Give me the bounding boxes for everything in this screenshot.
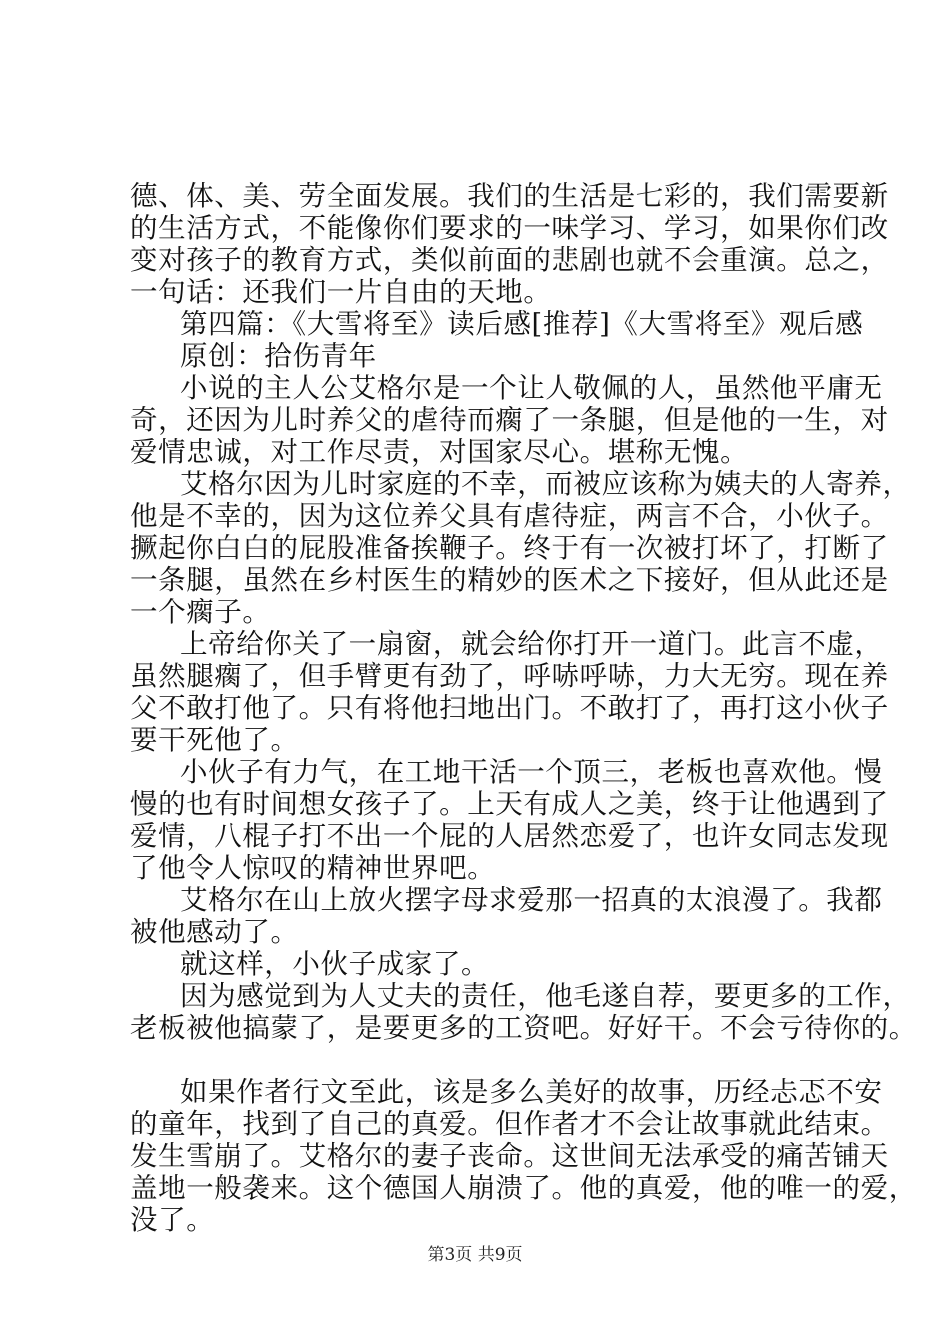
text-line: 德、体、美、劳全面发展。我们的生活是七彩的，我们需要新 <box>130 180 889 212</box>
text-line: 慢的也有时间想女孩子了。上天有成人之美，终于让他遇到了 <box>130 788 889 820</box>
text-line: 爱情忠诚，对工作尽责，对国家尽心。堪称无愧。 <box>130 436 749 468</box>
text-line: 奇，还因为儿时养父的虐待而瘸了一条腿，但是他的一生，对 <box>130 404 889 436</box>
text-line: 虽然腿瘸了，但手臂更有劲了，呼哧呼哧，力大无穷。现在养 <box>130 660 889 692</box>
text-line: 他是不幸的，因为这位养父具有虐待症，两言不合，小伙子。 <box>130 500 889 532</box>
text-line: 要干死他了。 <box>130 724 299 756</box>
text-line: 撅起你白白的屁股准备挨鞭子。终于有一次被打坏了，打断了 <box>130 532 889 564</box>
text-line: 上帝给你关了一扇窗，就会给你打开一道门。此言不虚， <box>180 628 883 660</box>
text-line: 发生雪崩了。艾格尔的妻子丧命。这世间无法承受的痛苦铺天 <box>130 1140 889 1172</box>
text-line: 盖地一般袭来。这个德国人崩溃了。他的真爱，他的唯一的爱， <box>130 1172 917 1204</box>
text-line: 一个瘸子。 <box>130 596 271 628</box>
text-line: 一句话：还我们一片自由的天地。 <box>130 276 552 308</box>
text-line: 被他感动了。 <box>130 916 299 948</box>
text-line: 因为感觉到为人丈夫的责任，他毛遂自荐，要更多的工作， <box>180 980 911 1012</box>
text-line: 小说的主人公艾格尔是一个让人敬佩的人，虽然他平庸无 <box>180 372 883 404</box>
text-line: 艾格尔在山上放火摆字母求爱那一招真的太浪漫了。我都 <box>180 884 883 916</box>
text-line: 就这样，小伙子成家了。 <box>180 948 490 980</box>
text-line: 老板被他搞蒙了，是要更多的工资吧。好好干。不会亏待你的。 <box>130 1012 917 1044</box>
text-line: 的童年，找到了自己的真爱。但作者才不会让故事就此结束。 <box>130 1108 889 1140</box>
text-line: 变对孩子的教育方式，类似前面的悲剧也就不会重演。总之， <box>130 244 889 276</box>
text-line: 父不敢打他了。只有将他扫地出门。不敢打了，再打这小伙子 <box>130 692 889 724</box>
page-number: 第3页 共9页 <box>427 1245 523 1265</box>
text-line: 了他令人惊叹的精神世界吧。 <box>130 852 496 884</box>
author-line: 原创：拾伤青年 <box>180 340 377 372</box>
text-line: 如果作者行文至此，该是多么美好的故事，历经忐忑不安 <box>180 1076 883 1108</box>
text-line: 一条腿，虽然在乡村医生的精妙的医术之下接好，但从此还是 <box>130 564 889 596</box>
text-line: 艾格尔因为儿时家庭的不幸，而被应该称为姨夫的人寄养， <box>180 468 911 500</box>
section-heading: 第四篇：《大雪将至》读后感[推荐]《大雪将至》观后感 <box>180 308 864 340</box>
text-line: 爱情，八棍子打不出一个屁的人居然恋爱了，也许女同志发现 <box>130 820 889 852</box>
text-line: 的生活方式，不能像你们要求的一味学习、学习，如果你们改 <box>130 212 889 244</box>
text-line: 没了。 <box>130 1204 215 1236</box>
text-line: 小伙子有力气，在工地干活一个顶三，老板也喜欢他。慢 <box>180 756 883 788</box>
